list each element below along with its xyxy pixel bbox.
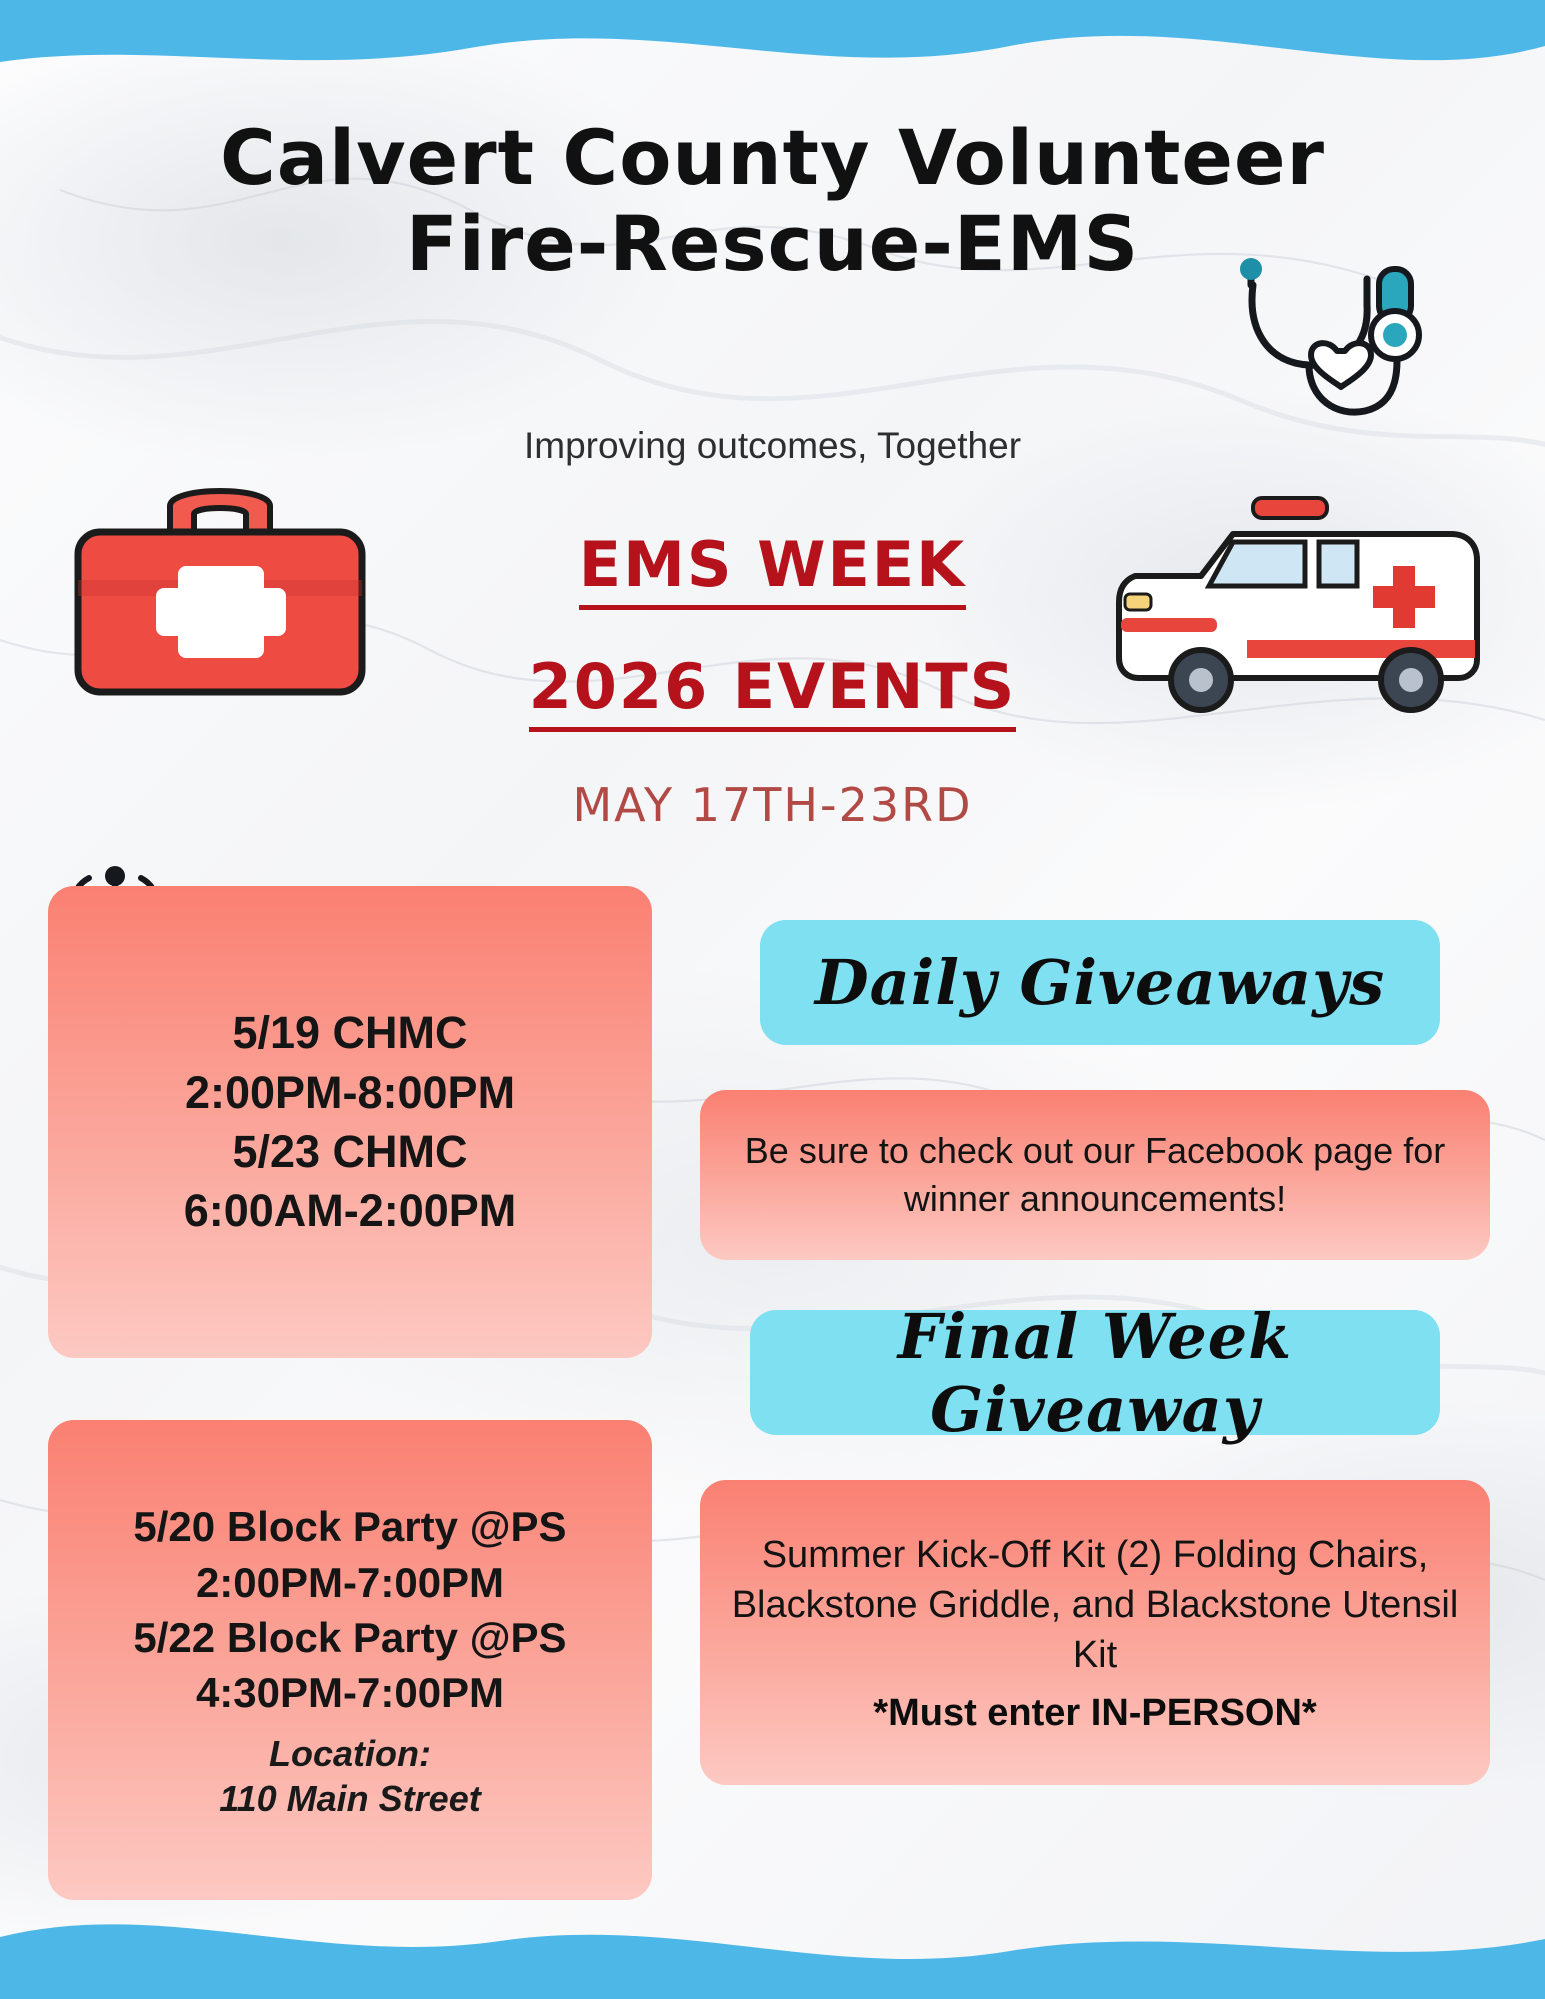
title-line-1: Calvert County Volunteer <box>219 113 1326 202</box>
stethoscope-heart-icon <box>1225 245 1455 445</box>
chmc-schedule-card <box>48 886 652 1358</box>
daily-giveaways-title: Daily Giveaways <box>814 946 1386 1019</box>
daily-giveaways-body: Be sure to check out our Facebook page for winner announcements! <box>744 1130 1446 1219</box>
daily-giveaways-body-card <box>700 1090 1490 1260</box>
schedule-line: 4:30PM-7:00PM <box>195 1669 505 1717</box>
schedule-line: 2:00PM-8:00PM <box>184 1066 516 1118</box>
final-week-giveaway-title: Final Week Giveaway <box>897 1299 1293 1446</box>
must-enter-note: *Must enter IN-PERSON* <box>873 1692 1317 1735</box>
location-label: Location: <box>269 1732 431 1774</box>
headline-line-1: EMS WEEK <box>0 528 1545 610</box>
ambulance-icon <box>1105 490 1495 720</box>
schedule-line: 2:00PM-7:00PM <box>195 1558 505 1606</box>
date-range: MAY 17TH-23RD <box>572 778 973 832</box>
final-week-giveaway-title-card <box>750 1299 1440 1446</box>
schedule-line: 6:00AM-2:00PM <box>183 1185 517 1237</box>
location-address: 110 Main Street <box>219 1777 481 1819</box>
daily-giveaways-title-card <box>760 920 1440 1045</box>
headline-line-2: 2026 EVENTS <box>0 650 1545 732</box>
final-week-giveaway-body: Summer Kick-Off Kit (2) Folding Chairs, Blackstone Griddle, and Blackstone Utensil Kit <box>731 1533 1459 1677</box>
schedule-line: 5/20 Block Party @PS <box>133 1503 567 1551</box>
schedule-line: 5/22 Block Party @PS <box>133 1614 567 1661</box>
schedule-line: 5/19 CHMC <box>232 1007 468 1059</box>
title-line-2: Fire-Rescue-EMS <box>405 198 1140 288</box>
schedule-line: 5/23 CHMC <box>232 1126 468 1177</box>
top-wave-decoration <box>0 0 1545 92</box>
first-aid-kit-icon <box>60 462 380 712</box>
bottom-wave-decoration <box>0 1889 1545 1999</box>
tagline: Improving outcomes, Together <box>523 425 1022 466</box>
final-week-giveaway-body-card <box>700 1480 1490 1785</box>
block-party-schedule-card <box>48 1420 652 1900</box>
